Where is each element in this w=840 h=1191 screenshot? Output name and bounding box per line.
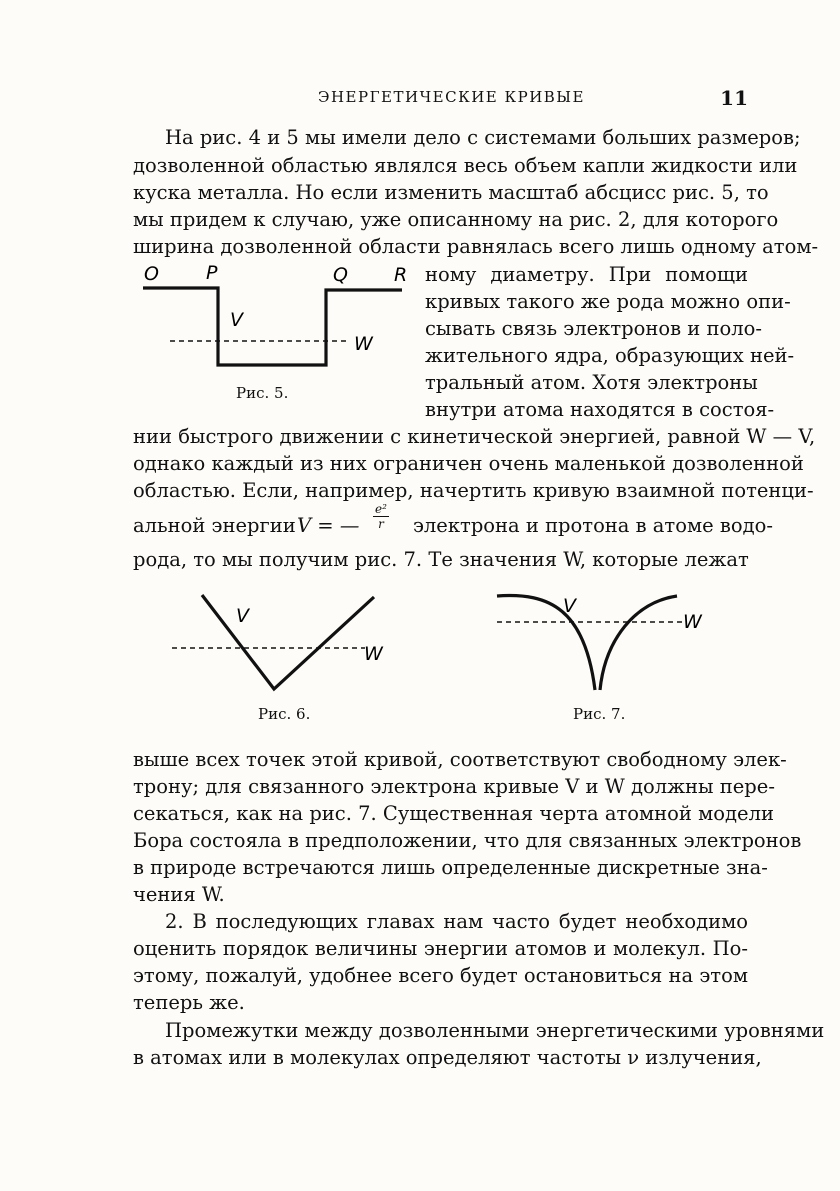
fig5-label-p: P (206, 262, 218, 284)
text-line: ширина дозволенной области равнялась всего лишь одному атом- (133, 235, 819, 258)
formula-lhs: V = — (297, 514, 360, 537)
figure-6 (170, 590, 400, 730)
fig6-label-v: V (236, 605, 249, 627)
text-line: сывать связь электронов и поло- (425, 317, 762, 340)
page-number: 11 (720, 86, 748, 110)
figure-5 (140, 260, 420, 410)
fig5-label-w: W (354, 333, 373, 355)
figure-5-caption: Рис. 5. (236, 384, 289, 402)
text-line: этому, пожалуй, удобнее всего будет остановиться на этом (133, 964, 748, 987)
formula-text-after: электрона и протона в атоме водо- (413, 514, 773, 537)
text-line: 2. В последующих главах нам часто будет необходимо (165, 910, 748, 933)
text-line: дозволенной областью являлся весь объем капли жидкости или (133, 154, 798, 177)
fig7-label-v: V (563, 595, 576, 617)
text-line: ному диаметру. При помощи (425, 263, 748, 286)
running-title: ЭНЕРГЕТИЧЕСКИЕ КРИВЫЕ (318, 88, 586, 106)
fig5-label-q: Q (333, 264, 348, 286)
text-line: в природе встречаются лишь определенные дискретные зна- (133, 856, 768, 879)
formula-line (133, 502, 773, 546)
text-line: На рис. 4 и 5 мы имели дело с системами больших размеров; (165, 126, 801, 149)
text-line: куска металла. Но если изменить масштаб абсцисс рис. 5, то (133, 181, 769, 204)
text-line: рода, то мы получим рис. 7. Те значения W, которые лежат (133, 548, 749, 571)
text-line: в атомах или в молекулах определяют частоты ν излучения, (133, 1046, 762, 1069)
figure-7-caption: Рис. 7. (573, 705, 626, 723)
text-line: внутри атома находятся в состоя- (425, 398, 775, 421)
figure-7 (495, 590, 725, 730)
fig7-label-w: W (683, 611, 702, 633)
text-line: выше всех точек этой кривой, соответствуют свободному элек- (133, 748, 787, 771)
figure-6-caption: Рис. 6. (258, 705, 311, 723)
text-line: оценить порядок величины энергии атомов и молекул. По- (133, 937, 748, 960)
text-line: однако каждый из них ограничен очень маленькой дозволенной (133, 452, 804, 475)
text-line: чения W. (133, 883, 225, 906)
text-line: нии быстрого движении с кинетической энергией, равной W — V, (133, 425, 816, 448)
fig5-label-r: R (394, 264, 408, 286)
text-line: секаться, как на рис. 7. Существенная черта атомной модели (133, 802, 774, 825)
text-line: Промежутки между дозволенными энергетическими уровнями (165, 1019, 825, 1042)
text-line: областью. Если, например, начертить кривую взаимной потенци- (133, 479, 814, 502)
formula-denominator: r (378, 517, 384, 531)
figure-6-drawing (170, 590, 400, 690)
text-line: кривых такого же рода можно опи- (425, 290, 791, 313)
formula-numerator: e² (375, 502, 387, 516)
formula-fraction (373, 502, 389, 531)
figure-7-drawing (495, 590, 725, 690)
text-line: трону; для связанного электрона кривые V и W должны пере- (133, 775, 775, 798)
fig5-label-v: V (230, 309, 243, 331)
text-line: тральный атом. Хотя электроны (425, 371, 758, 394)
text-line: теперь же. (133, 991, 245, 1014)
formula-text-before: альной энергии (133, 514, 296, 537)
running-header (133, 86, 748, 112)
text-line: мы придем к случаю, уже описанному на рис. 2, для которого (133, 208, 779, 231)
fig5-label-o: O (144, 263, 159, 285)
text-line: жительного ядра, образующих ней- (425, 344, 795, 367)
text-line: Бора состояла в предположении, что для связанных электронов (133, 829, 802, 852)
fig6-label-w: W (364, 643, 383, 665)
